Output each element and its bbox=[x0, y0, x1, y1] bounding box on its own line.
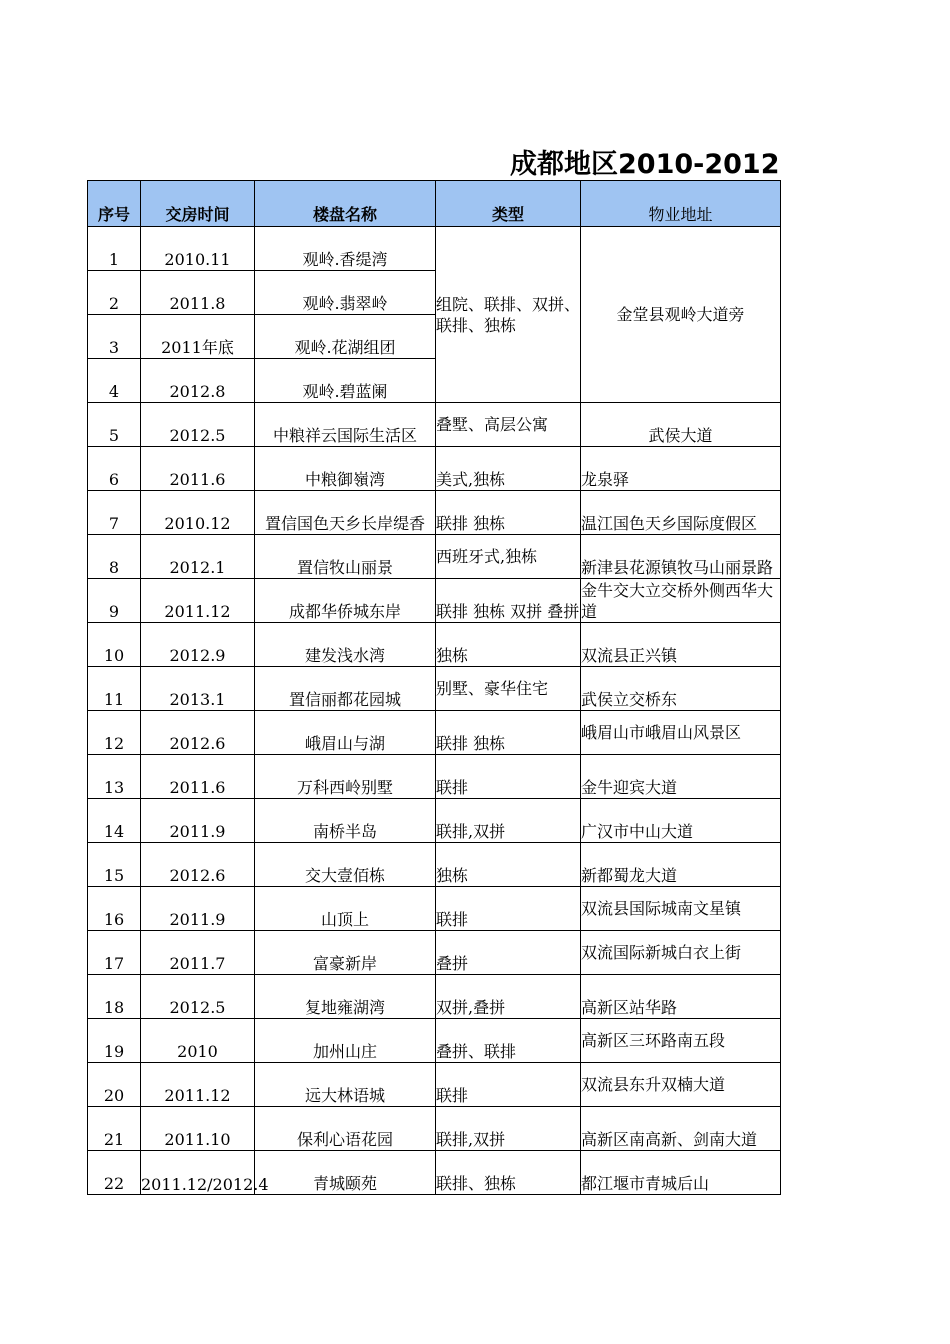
cell-name: 复地雍湖湾 bbox=[255, 975, 436, 1019]
cell-type: 联排 独栋 bbox=[436, 711, 581, 755]
cell-type: 联排,双拼 bbox=[436, 1107, 581, 1151]
cell-delivery: 2010 bbox=[141, 1019, 255, 1063]
cell-delivery: 2011.9 bbox=[141, 887, 255, 931]
table-row bbox=[88, 1063, 781, 1107]
header-no: 序号 bbox=[88, 181, 141, 227]
cell-type: 美式,独栋 bbox=[436, 447, 581, 491]
cell-no: 12 bbox=[88, 711, 141, 755]
table-row bbox=[88, 799, 781, 843]
table-row bbox=[88, 1107, 781, 1151]
header-type: 类型 bbox=[436, 181, 581, 227]
cell-no: 6 bbox=[88, 447, 141, 491]
cell-delivery: 2010.11 bbox=[141, 227, 255, 271]
table-row bbox=[88, 887, 781, 931]
cell-type: 联排 独栋 bbox=[436, 491, 581, 535]
cell-name: 中粮御嶺湾 bbox=[255, 447, 436, 491]
listing-table bbox=[87, 180, 781, 1195]
cell-name: 观岭.碧蓝阑 bbox=[255, 359, 436, 403]
table-row bbox=[88, 755, 781, 799]
cell-name: 观岭.花湖组团 bbox=[255, 315, 436, 359]
table-row bbox=[88, 447, 781, 491]
cell-name: 观岭.香缇湾 bbox=[255, 227, 436, 271]
cell-address: 双流县东升双楠大道 bbox=[581, 1063, 781, 1107]
cell-delivery: 2011.8 bbox=[141, 271, 255, 315]
cell-delivery: 2012.9 bbox=[141, 623, 255, 667]
cell-type: 联排 bbox=[436, 755, 581, 799]
cell-address: 金牛交大立交桥外侧西华大道 bbox=[581, 579, 781, 623]
cell-address: 都江堰市青城后山 bbox=[581, 1151, 781, 1195]
cell-no: 8 bbox=[88, 535, 141, 579]
cell-no: 2 bbox=[88, 271, 141, 315]
cell-name: 南桥半岛 bbox=[255, 799, 436, 843]
table-row bbox=[88, 227, 781, 271]
table-row bbox=[88, 491, 781, 535]
cell-name: 远大林语城 bbox=[255, 1063, 436, 1107]
cell-address: 峨眉山市峨眉山风景区 bbox=[581, 711, 781, 755]
cell-no: 22 bbox=[88, 1151, 141, 1195]
cell-name: 置信牧山丽景 bbox=[255, 535, 436, 579]
cell-no: 11 bbox=[88, 667, 141, 711]
cell-delivery: 2011年底 bbox=[141, 315, 255, 359]
cell-delivery: 2012.1 bbox=[141, 535, 255, 579]
cell-address: 温江国色天乡国际度假区 bbox=[581, 491, 781, 535]
table-row bbox=[88, 535, 781, 579]
cell-delivery: 2011.12/2012.4 bbox=[141, 1151, 255, 1195]
table-row bbox=[88, 843, 781, 887]
cell-delivery: 2012.6 bbox=[141, 843, 255, 887]
cell-delivery: 2011.10 bbox=[141, 1107, 255, 1151]
cell-name: 万科西岭别墅 bbox=[255, 755, 436, 799]
cell-name: 富豪新岸 bbox=[255, 931, 436, 975]
cell-no: 18 bbox=[88, 975, 141, 1019]
cell-delivery: 2012.5 bbox=[141, 975, 255, 1019]
cell-name: 建发浅水湾 bbox=[255, 623, 436, 667]
cell-delivery: 2011.12 bbox=[141, 579, 255, 623]
cell-address: 武侯大道 bbox=[581, 403, 781, 447]
cell-type-merged: 组院、联排、双拼、联排、独栋 bbox=[436, 227, 581, 403]
cell-type: 联排、独栋 bbox=[436, 1151, 581, 1195]
cell-delivery: 2011.6 bbox=[141, 755, 255, 799]
cell-delivery: 2010.12 bbox=[141, 491, 255, 535]
cell-name: 置信丽都花园城 bbox=[255, 667, 436, 711]
cell-address: 高新区三环路南五段 bbox=[581, 1019, 781, 1063]
cell-delivery: 2011.7 bbox=[141, 931, 255, 975]
cell-type: 叠拼 bbox=[436, 931, 581, 975]
table-row bbox=[88, 403, 781, 447]
cell-no: 21 bbox=[88, 1107, 141, 1151]
cell-name: 观岭.翡翠岭 bbox=[255, 271, 436, 315]
cell-delivery: 2012.6 bbox=[141, 711, 255, 755]
cell-delivery: 2011.9 bbox=[141, 799, 255, 843]
cell-address: 武侯立交桥东 bbox=[581, 667, 781, 711]
cell-address: 广汉市中山大道 bbox=[581, 799, 781, 843]
cell-name: 峨眉山与湖 bbox=[255, 711, 436, 755]
cell-no: 3 bbox=[88, 315, 141, 359]
cell-no: 10 bbox=[88, 623, 141, 667]
cell-delivery: 2011.12 bbox=[141, 1063, 255, 1107]
table-row bbox=[88, 1019, 781, 1063]
cell-address: 新津县花源镇牧马山丽景路 bbox=[581, 535, 781, 579]
cell-address: 双流县国际城南文星镇 bbox=[581, 887, 781, 931]
cell-type: 独栋 bbox=[436, 843, 581, 887]
cell-no: 14 bbox=[88, 799, 141, 843]
cell-type: 叠墅、高层公寓 bbox=[436, 403, 581, 447]
cell-delivery: 2013.1 bbox=[141, 667, 255, 711]
table-row bbox=[88, 579, 781, 623]
cell-delivery: 2012.8 bbox=[141, 359, 255, 403]
cell-name: 保利心语花园 bbox=[255, 1107, 436, 1151]
cell-no: 4 bbox=[88, 359, 141, 403]
cell-name: 成都华侨城东岸 bbox=[255, 579, 436, 623]
cell-address: 高新区南高新、剑南大道 bbox=[581, 1107, 781, 1151]
cell-no: 17 bbox=[88, 931, 141, 975]
cell-type: 叠拼、联排 bbox=[436, 1019, 581, 1063]
cell-type: 双拼,叠拼 bbox=[436, 975, 581, 1019]
header-row bbox=[88, 181, 781, 227]
cell-name: 中粮祥云国际生活区 bbox=[255, 403, 436, 447]
cell-address-merged: 金堂县观岭大道旁 bbox=[581, 227, 781, 403]
cell-delivery: 2012.5 bbox=[141, 403, 255, 447]
cell-name: 青城颐苑 bbox=[255, 1151, 436, 1195]
cell-no: 15 bbox=[88, 843, 141, 887]
cell-name: 交大壹佰栋 bbox=[255, 843, 436, 887]
cell-no: 7 bbox=[88, 491, 141, 535]
cell-address: 双流国际新城白衣上街 bbox=[581, 931, 781, 975]
table-row bbox=[88, 623, 781, 667]
cell-address: 金牛迎宾大道 bbox=[581, 755, 781, 799]
page-title: 成都地区2010-2012 bbox=[510, 149, 780, 180]
cell-type: 别墅、豪华住宅 bbox=[436, 667, 581, 711]
cell-type: 联排 bbox=[436, 1063, 581, 1107]
table-row bbox=[88, 931, 781, 975]
header-name: 楼盘名称 bbox=[255, 181, 436, 227]
header-address: 物业地址 bbox=[581, 181, 781, 227]
cell-type: 联排 bbox=[436, 887, 581, 931]
cell-address: 双流县正兴镇 bbox=[581, 623, 781, 667]
cell-no: 19 bbox=[88, 1019, 141, 1063]
cell-address: 高新区站华路 bbox=[581, 975, 781, 1019]
cell-no: 13 bbox=[88, 755, 141, 799]
cell-type: 联排,双拼 bbox=[436, 799, 581, 843]
table-row bbox=[88, 975, 781, 1019]
cell-address: 新都蜀龙大道 bbox=[581, 843, 781, 887]
cell-name: 山顶上 bbox=[255, 887, 436, 931]
header-delivery: 交房时间 bbox=[141, 181, 255, 227]
cell-delivery: 2011.6 bbox=[141, 447, 255, 491]
cell-address: 龙泉驿 bbox=[581, 447, 781, 491]
cell-no: 9 bbox=[88, 579, 141, 623]
table-row bbox=[88, 667, 781, 711]
table-row bbox=[88, 711, 781, 755]
cell-type: 西班牙式,独栋 bbox=[436, 535, 581, 579]
cell-no: 16 bbox=[88, 887, 141, 931]
cell-type: 联排 独栋 双拼 叠拼 bbox=[436, 579, 581, 623]
cell-no: 20 bbox=[88, 1063, 141, 1107]
cell-type: 独栋 bbox=[436, 623, 581, 667]
table-row bbox=[88, 1151, 781, 1195]
cell-name: 置信国色天乡长岸缇香 bbox=[255, 491, 436, 535]
cell-no: 1 bbox=[88, 227, 141, 271]
cell-name: 加州山庄 bbox=[255, 1019, 436, 1063]
cell-no: 5 bbox=[88, 403, 141, 447]
